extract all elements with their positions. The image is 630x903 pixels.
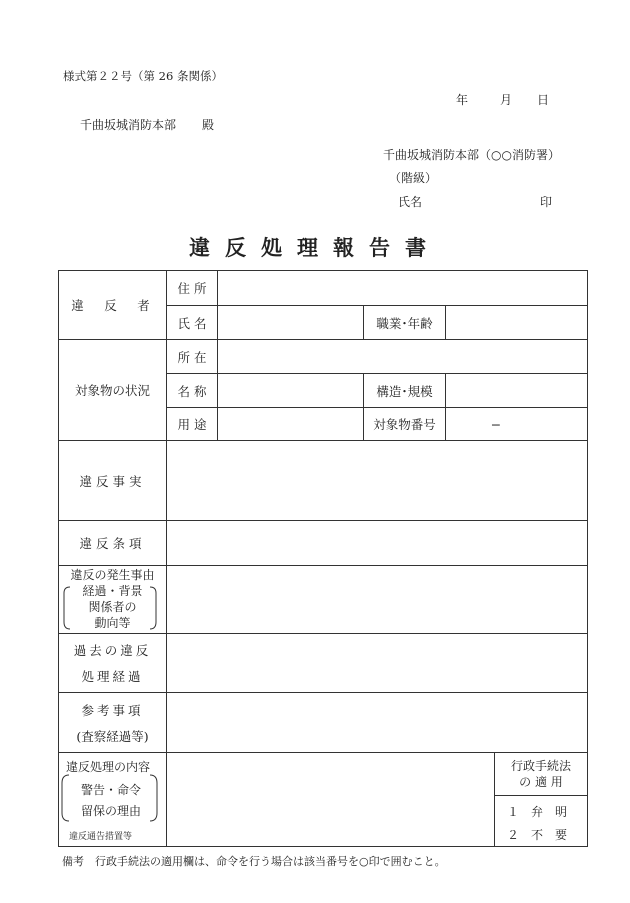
name-field[interactable]	[218, 306, 363, 339]
past-history-field[interactable]	[167, 634, 587, 692]
past-history-line1: 過去の違反	[73, 643, 152, 658]
violation-cause-line4: 動向等	[94, 616, 131, 630]
designation-label: 名 称	[177, 383, 207, 399]
processing-bracket-right	[150, 775, 157, 821]
past-history-line2: 処理経過	[81, 669, 144, 684]
reference-label	[59, 693, 166, 752]
processing-line4: 違反通告措置等	[69, 832, 133, 842]
date-day-label: 日	[537, 93, 550, 107]
occupation-age-field[interactable]	[446, 306, 587, 339]
target-number-label: 対象物番号	[373, 417, 436, 432]
form-number: 様式第２２号（第 26 条関係）	[63, 69, 223, 83]
admin-option-not-required[interactable]: ２ 不 要	[507, 828, 568, 842]
violation-clauses-field[interactable]	[167, 521, 587, 565]
violation-facts-label: 違反事実	[79, 473, 146, 489]
violation-cause-label	[59, 566, 166, 633]
violation-cause-field[interactable]	[167, 566, 587, 633]
processing-line3: 留保の理由	[81, 804, 142, 818]
sender-rank: （階級）	[389, 171, 438, 185]
footnote: 備考 行政手続法の適用欄は、命令を行う場合は該当番号を○印で囲むこと。	[62, 855, 446, 868]
sender-name-label: 氏名	[398, 195, 423, 209]
target-number-value[interactable]: −	[490, 416, 502, 432]
sender-organization: 千曲坂城消防本部（○○消防署）	[383, 148, 560, 162]
address-label: 住 所	[177, 281, 207, 296]
addressee-honorific: 殿	[202, 118, 215, 132]
structure-label: 構造･規模	[376, 383, 433, 399]
processing-line2: 警告・命令	[81, 783, 142, 797]
seal-mark: 印	[540, 195, 553, 209]
designation-field[interactable]	[218, 374, 363, 407]
target-section-label: 対象物の状況	[74, 383, 150, 398]
address-field[interactable]	[218, 271, 587, 305]
violation-cause-line1: 違反の発生事由	[70, 568, 155, 582]
location-field[interactable]	[218, 340, 587, 373]
admin-procedure-header-line1: 行政手続法	[510, 759, 571, 773]
processing-bracket-left	[62, 775, 69, 821]
date-year-label: 年	[456, 93, 469, 107]
past-history-label	[59, 634, 166, 692]
admin-procedure-header	[495, 753, 587, 795]
violation-cause-line3: 関係者の	[88, 600, 137, 614]
location-label: 所 在	[177, 349, 207, 365]
reference-line1: 参考事項	[81, 702, 144, 718]
use-label: 用 途	[177, 417, 207, 432]
violator-section-label: 違 反 者	[71, 298, 154, 313]
admin-option-explanation[interactable]: １ 弁 明	[507, 805, 568, 819]
occupation-age-label: 職業･年齢	[376, 315, 433, 331]
violation-clauses-label: 違反条項	[79, 536, 146, 551]
document-title: 違反処理報告書	[189, 235, 441, 260]
violation-facts-field[interactable]	[167, 441, 587, 520]
date-month-label: 月	[500, 93, 513, 107]
use-field[interactable]	[218, 408, 363, 440]
reference-line2: (査察経過等)	[76, 728, 149, 744]
processing-field[interactable]	[167, 753, 494, 846]
reference-field[interactable]	[167, 693, 587, 752]
structure-field[interactable]	[446, 374, 587, 407]
processing-line1: 違反処理の内容	[66, 760, 151, 774]
addressee-name: 千曲坂城消防本部	[80, 118, 177, 132]
name-label: 氏 名	[177, 315, 207, 331]
violation-cause-line2: 経過・背景	[82, 584, 143, 598]
admin-procedure-header-line2: の 適 用	[519, 775, 563, 789]
